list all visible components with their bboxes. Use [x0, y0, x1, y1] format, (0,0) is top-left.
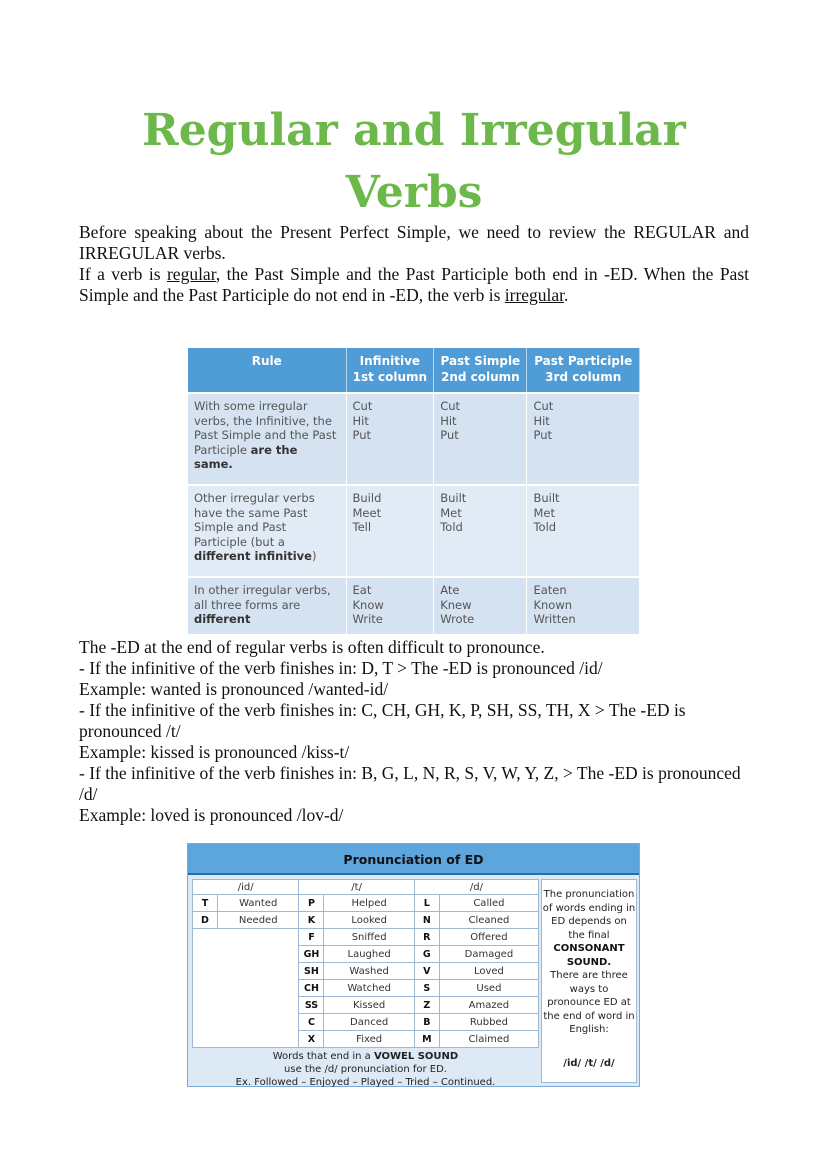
irregular-verbs-table [188, 348, 640, 634]
title-line-2: Verbs [345, 167, 483, 218]
explanation-line: - If the infinitive of the verb finishes in: B, G, L, N, R, S, V, W, Y, Z, > The -ED is pronounced /d/ [79, 763, 741, 804]
regular-word: regular [166, 264, 216, 284]
pronunciation-explanation [79, 637, 749, 826]
note-text: The pronunciation of words ending in ED depends on the final [542, 889, 636, 941]
explanation-line: - If the infinitive of the verb finishes in: C, CH, GH, K, P, SH, SS, TH, X > The -ED is pronounced /t/ [79, 700, 686, 741]
word-cell: Cleaned [439, 912, 538, 929]
table-row [193, 929, 539, 946]
letter-cell: D [193, 912, 218, 929]
infinitive-cell: Build Meet Tell [346, 485, 434, 577]
past-simple-cell: Ate Knew Wrote [434, 577, 527, 634]
col-header-t: /t/ [299, 880, 414, 895]
letter-cell: N [414, 912, 439, 929]
foot-text: Words that end in a [272, 1051, 374, 1062]
letter-cell: F [299, 929, 324, 946]
col-header-past-simple: Past Simple 2nd column [434, 348, 527, 393]
infinitive-cell: Eat Know Write [346, 577, 434, 634]
letter-cell: C [299, 1014, 324, 1031]
word-cell: Loved [439, 963, 538, 980]
infinitive-cell: Cut Hit Put [346, 393, 434, 485]
foot-bold: VOWEL SOUND [373, 1051, 459, 1062]
past-participle-cell: Eaten Known Written [527, 577, 640, 634]
col-header-rule: Rule [188, 348, 346, 393]
letter-cell: P [299, 895, 324, 912]
foot-text: use the /d/ pronunciation for ED. [284, 1064, 447, 1075]
word-cell: Offered [439, 929, 538, 946]
rule-cell: In other irregular verbs, all three forms are different [188, 577, 346, 634]
letter-cell: T [193, 895, 218, 912]
page-title [0, 100, 828, 224]
pronunciation-grid [192, 879, 539, 1048]
word-cell: Laughed [324, 946, 414, 963]
empty-cell [193, 929, 299, 1048]
pronunciation-table [187, 843, 640, 1087]
rule-cell: With some irregular verbs, the Infinitive, the Past Simple and the Past Participle are the same. [188, 393, 346, 485]
past-simple-cell: Cut Hit Put [434, 393, 527, 485]
explanation-line: - If the infinitive of the verb finishes in: D, T > The -ED is pronounced /id/ [79, 658, 603, 678]
note-text: There are three ways to pronounce ED at the end of word in English: [543, 970, 635, 1035]
explanation-line: Example: wanted is pronounced /wanted-id/ [79, 679, 389, 699]
foot-examples: Ex. Followed – Enjoyed – Played – Tried – Continued. [235, 1077, 496, 1088]
col-header-past-participle: Past Participle 3rd column [527, 348, 640, 393]
irregular-word: irregular [504, 285, 565, 305]
word-cell: Wanted [218, 895, 299, 912]
col-header-id: /id/ [193, 880, 299, 895]
intro-paragraph [79, 222, 749, 306]
intro-sentence-1: Before speaking about the Present Perfect Simple, we need to review the REGULAR and IRREGULAR verbs. [79, 222, 749, 263]
intro-text: If a verb is [79, 264, 167, 284]
word-cell: Needed [218, 912, 299, 929]
letter-cell: M [414, 1031, 439, 1048]
word-cell: Watched [324, 980, 414, 997]
table-row [188, 485, 640, 577]
word-cell: Fixed [324, 1031, 414, 1048]
table-row [193, 895, 539, 912]
word-cell: Looked [324, 912, 414, 929]
letter-cell: B [414, 1014, 439, 1031]
letter-cell: K [299, 912, 324, 929]
table-row [188, 577, 640, 634]
letter-cell: SS [299, 997, 324, 1014]
past-participle-cell: Built Met Told [527, 485, 640, 577]
letter-cell: S [414, 980, 439, 997]
pronunciation-table-title: Pronunciation of ED [188, 844, 639, 875]
word-cell: Used [439, 980, 538, 997]
intro-text: , the Past Simple and the Past Participle both end in -ED. When the Past Simple and the Past Participle do not end in -ED, the verb is [79, 264, 749, 305]
letter-cell: R [414, 929, 439, 946]
note-bold: CONSONANT SOUND. [553, 943, 625, 968]
word-cell: Claimed [439, 1031, 538, 1048]
word-cell: Rubbed [439, 1014, 538, 1031]
intro-text: . [564, 285, 569, 305]
past-simple-cell: Built Met Told [434, 485, 527, 577]
table-row [193, 912, 539, 929]
word-cell: Damaged [439, 946, 538, 963]
letter-cell: L [414, 895, 439, 912]
explanation-line: The -ED at the end of regular verbs is often difficult to pronounce. [79, 637, 545, 657]
table-header-row [188, 348, 640, 393]
letter-cell: GH [299, 946, 324, 963]
letter-cell: CH [299, 980, 324, 997]
word-cell: Sniffed [324, 929, 414, 946]
letter-cell: G [414, 946, 439, 963]
word-cell: Called [439, 895, 538, 912]
word-cell: Helped [324, 895, 414, 912]
letter-cell: Z [414, 997, 439, 1014]
rule-cell: Other irregular verbs have the same Past Simple and Past Participle (but a different infinitive) [188, 485, 346, 577]
col-header-d: /d/ [414, 880, 538, 895]
word-cell: Danced [324, 1014, 414, 1031]
past-participle-cell: Cut Hit Put [527, 393, 640, 485]
col-header-infinitive: Infinitive 1st column [346, 348, 434, 393]
letter-cell: SH [299, 963, 324, 980]
title-line-1: Regular and Irregular [142, 105, 686, 156]
vowel-sound-note [192, 1050, 539, 1089]
letter-cell: V [414, 963, 439, 980]
pronunciation-note [541, 879, 637, 1083]
table-row [188, 393, 640, 485]
word-cell: Amazed [439, 997, 538, 1014]
explanation-line: Example: kissed is pronounced /kiss-t/ [79, 742, 350, 762]
word-cell: Washed [324, 963, 414, 980]
letter-cell: X [299, 1031, 324, 1048]
note-endings: /id/ /t/ /d/ [563, 1057, 615, 1069]
explanation-line: Example: loved is pronounced /lov-d/ [79, 805, 344, 825]
word-cell: Kissed [324, 997, 414, 1014]
